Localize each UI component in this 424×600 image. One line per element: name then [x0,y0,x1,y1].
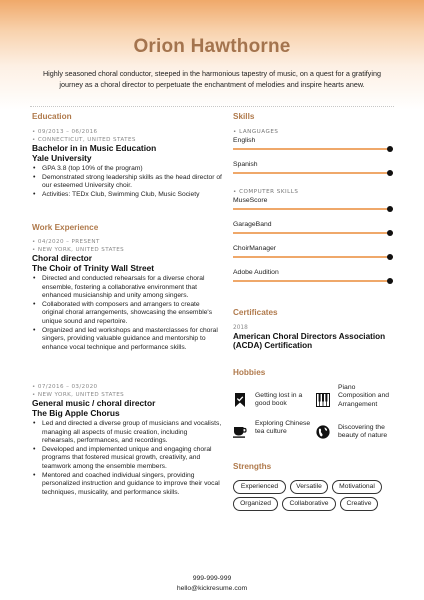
education-bullets [32,165,222,199]
skill-level-fill [233,208,393,210]
profile-summary: Highly seasoned choral conductor, steeped in the harmonious tapestry of music, on a quest for a gratifying journey as a choral director to perpetuate the enchantment of melodies and inspire hearts anew. [42,69,381,89]
skill-level-fill [233,232,393,234]
job-organization: The Big Apple Chorus [32,407,120,418]
footer-phone: 999-999-999 [192,575,232,582]
skill-level-fill [233,172,393,174]
job-role: Choral director [32,253,93,263]
hobby-label: Discovering the beauty of nature [338,424,388,440]
skill-level-fill [233,148,393,150]
certificates-heading: Certificates [233,308,278,317]
strength-tag: Experienced [233,480,286,494]
list-item: • Demonstrated strong leadership skills as the head director of our esteemed University choir. [32,174,222,191]
list-item: • Collaborated with composers and arrangers to create original choral arrangements, showcasing the ensemble's unique sound and repertoire. [32,301,222,327]
list-item: • Developed and implemented unique and engaging choral programs that fostered musical growth, creativity, and teamwork among the ensemble members. [32,446,222,472]
skill-name: Adobe Audition [233,269,279,276]
skill-level-bar [233,232,393,234]
skill-level-bar [233,172,393,174]
tea-cup-icon [233,424,247,438]
job-entry-2 [32,383,222,497]
job-location: • NEW YORK, UNITED STATES [32,392,125,398]
skill-level-bar [233,256,393,258]
skill-level-knob [387,254,393,260]
globe-icon [316,425,330,439]
skill-level-knob [387,146,393,152]
job-dates: • 04/2020 – PRESENT [32,239,100,245]
strengths-heading: Strengths [233,462,272,471]
candidate-name: Orion Hawthorne [133,36,291,57]
skill-level-knob [387,230,393,236]
list-item: • Directed and conducted rehearsals for a diverse choral ensemble, fostering a collaborative environment that enhanced musicianship and unity among singers. [32,275,222,301]
hobby-item [233,392,313,409]
education-school: Yale University [32,152,92,163]
certificate-year: 2018 [233,325,248,331]
skill-name: Spanish [233,161,258,168]
hobbies-heading: Hobbies [233,368,266,377]
header-divider [30,106,394,107]
strength-tag: Versatile [290,480,328,494]
certificate-name: American Choral Directors Association (ACDA) Certification [233,332,386,351]
hobby-label: Piano Composition and Arrangement [338,384,390,408]
computer-skills-label: • COMPUTER SKILLS [233,189,299,195]
job-organization: The Choir of Trinity Wall Street [32,262,155,273]
list-item: • Organized and led workshops and masterclasses for choral singers, providing valuable guidance and mentorship to enhance vocal technique and performance skills. [32,327,222,353]
job-role: General music / choral director [32,398,156,408]
list-item: • GPA 3.8 (top 10% of the program) [32,165,222,174]
skill-name: MuseScore [233,197,268,204]
job-location: • NEW YORK, UNITED STATES [32,247,125,253]
skill-level-bar [233,148,393,150]
languages-label: • LANGUAGES [233,129,279,135]
piano-icon [316,393,330,407]
skill-level-fill [233,280,393,282]
skills-heading: Skills [233,112,255,121]
strength-tag: Motivational [332,480,382,494]
skill-level-bar [233,280,393,282]
languages-group [233,129,393,174]
strength-tag: Organized [233,497,278,511]
skill-level-knob [387,278,393,284]
list-item: • Mentored and coached individual singers, providing personalized instruction and guidance to improve their vocal techniques, musicality, and performance skills. [32,472,222,498]
footer-email: hello@kickresume.com [176,585,248,592]
computer-skills-group [233,189,393,282]
job-bullets [32,420,222,497]
hobby-label: Getting lost in a good book [255,392,303,408]
education-dates: • 09/2013 – 06/2016 [32,129,98,135]
bookmark-icon [233,393,247,407]
skill-level-fill [233,256,393,258]
skill-name: GarageBand [233,221,272,228]
skill-name: ChoirManager [233,245,277,252]
hobby-label: Exploring Chinese tea culture [255,420,311,436]
education-location: • CONNECTICUT, UNITED STATES [32,137,136,143]
job-entry-1 [32,238,222,352]
hobby-item [316,384,394,409]
job-dates: • 07/2016 – 03/2020 [32,384,98,390]
skill-level-bar [233,208,393,210]
job-bullets [32,275,222,352]
skill-level-knob [387,170,393,176]
skill-name: English [233,137,256,144]
list-item: • Activities: TEDx Club, Swimming Club, Music Society [32,191,222,200]
certificate-entry [233,325,393,351]
education-degree: Bachelor in in Music Education [32,143,157,153]
strength-tag: Creative [340,497,378,511]
hobby-item [233,420,313,438]
list-item: • Led and directed a diverse group of musicians and vocalists, managing all aspects of music creation, including rehearsals, performances, and recordings. [32,420,222,446]
experience-heading: Work Experience [32,223,99,232]
education-heading: Education [32,112,72,121]
education-entry [32,128,222,199]
hobby-item [316,424,394,441]
skill-level-knob [387,206,393,212]
strength-tag: Collaborative [282,497,336,511]
